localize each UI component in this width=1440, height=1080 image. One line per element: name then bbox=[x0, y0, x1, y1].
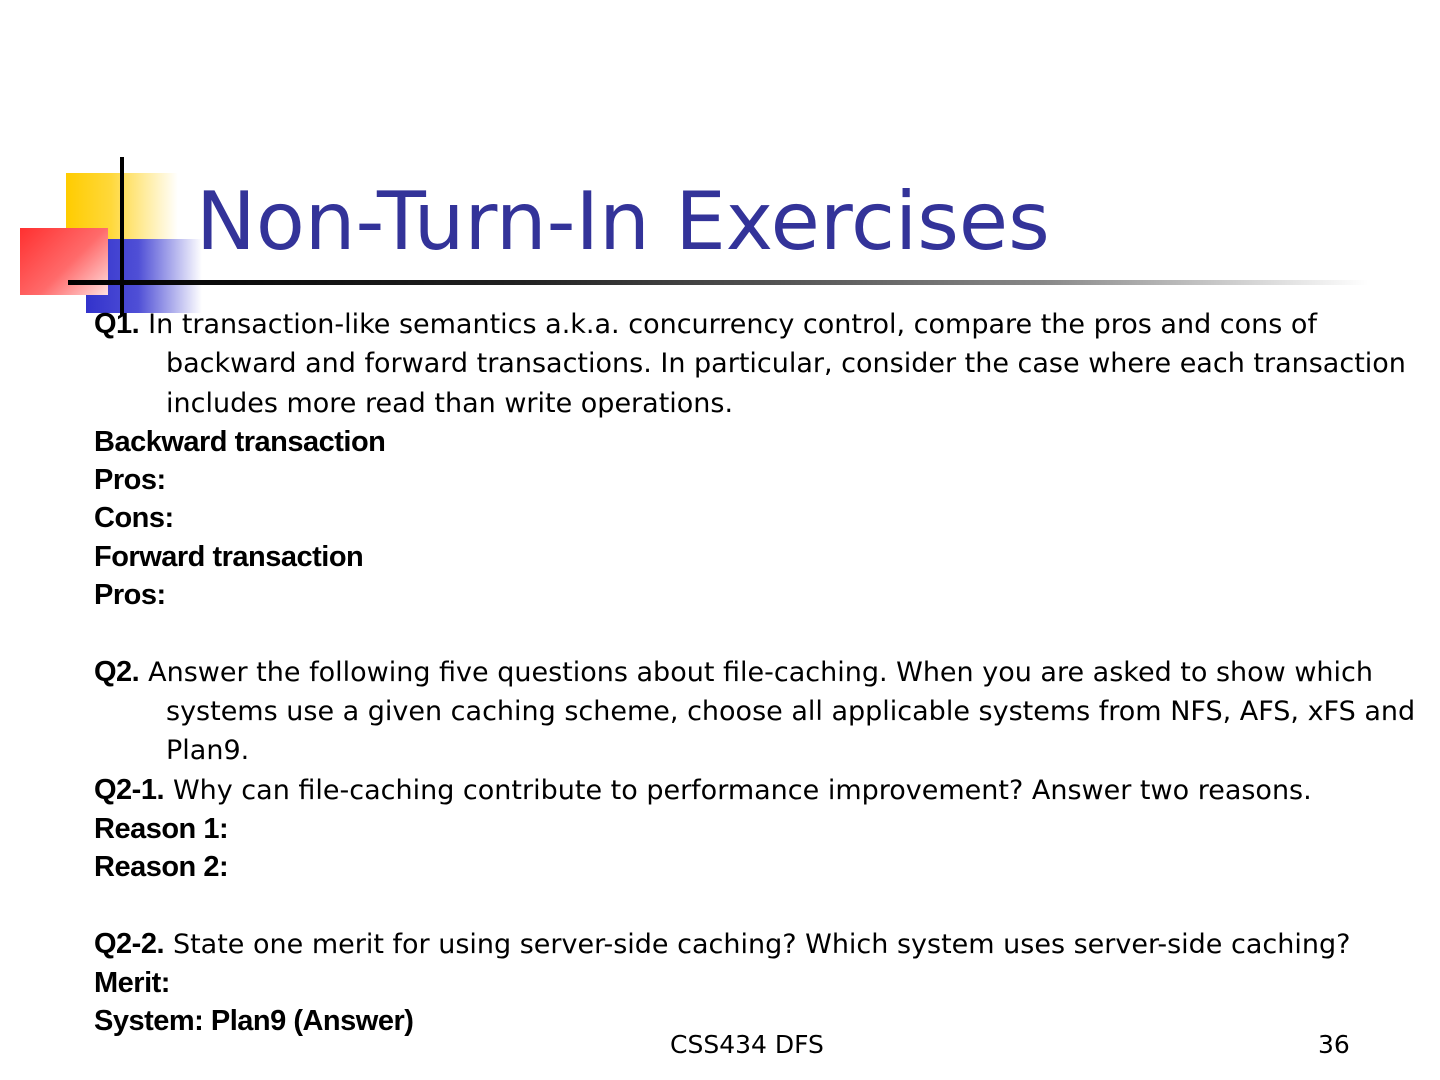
question-q2-2 bbox=[94, 925, 1424, 964]
q2-label: Q2. bbox=[94, 655, 140, 688]
reason-1-label: Reason 1: bbox=[94, 812, 229, 845]
question-q2-1 bbox=[94, 771, 1424, 810]
question-q2 bbox=[94, 653, 1424, 771]
decorative-vertical-line bbox=[120, 157, 124, 315]
title-underline-rule bbox=[68, 280, 1368, 285]
reason-2-label: Reason 2: bbox=[94, 851, 229, 884]
q1-label: Q1. bbox=[94, 308, 140, 340]
system-label: System: Plan9 (Answer) bbox=[94, 1005, 414, 1038]
footer-page-number: 36 bbox=[1318, 1030, 1350, 1059]
q2-1-label: Q2-1. bbox=[94, 773, 165, 806]
q1-text: In transaction-like semantics a.k.a. concurrency control, compare the pros and cons of backward and forward transactions. In particular, consider the case where each transaction includes more read than write operations. bbox=[148, 309, 1406, 419]
slide-title: Non-Turn-In Exercises bbox=[196, 175, 1050, 268]
backward-transaction-label: Backward transaction bbox=[94, 425, 386, 458]
backward-pros-label: Pros: bbox=[94, 464, 166, 497]
q2-text: Answer the following five questions about file-caching. When you are asked to show which systems use a given caching scheme, choose all applicable systems from NFS, AFS, xFS and Plan9. bbox=[148, 656, 1416, 767]
backward-cons-label: Cons: bbox=[94, 502, 174, 535]
footer-course: CSS434 DFS bbox=[670, 1030, 824, 1059]
q2-2-label: Q2-2. bbox=[94, 927, 165, 960]
blank-line bbox=[94, 614, 1424, 652]
forward-pros-label: Pros: bbox=[94, 579, 166, 612]
blank-line bbox=[94, 886, 1424, 924]
forward-transaction-label: Forward transaction bbox=[94, 540, 364, 573]
q2-2-text: State one merit for using server-side caching? Which system uses server-side caching? bbox=[172, 928, 1351, 960]
slide-body bbox=[94, 305, 1424, 1041]
question-q1 bbox=[94, 305, 1424, 423]
merit-label: Merit: bbox=[94, 967, 170, 1000]
q2-1-text: Why can file-caching contribute to performance improvement? Answer two reasons. bbox=[172, 774, 1312, 806]
